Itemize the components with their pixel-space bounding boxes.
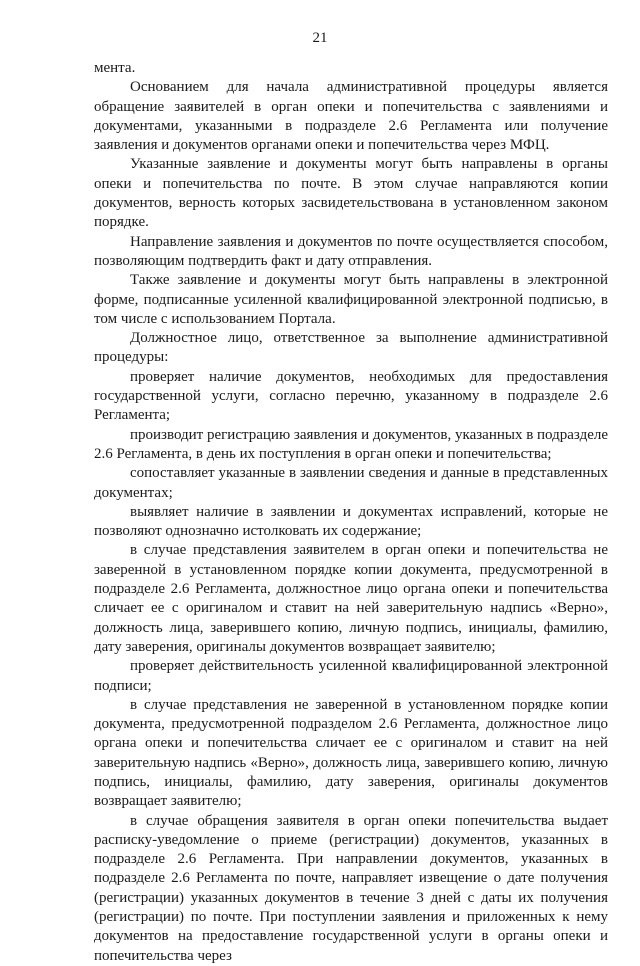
paragraph-receipt: в случае обращения заявителя в орган опеки попечительства выдает расписку-уведомление о приеме (регистрации) документов, указанных в подразделе 2.6 Регламента. При направлении документов, указанных в подразделе 2.6 Регламента по почте, направляет извещение о дате получения (регистрации) указанных документов в течение 3 дней с даты их получения (регистрации) по почте. При поступлении заявления и приложенных к нему документов на предоставление государственной услуги в органы опеки и попечительства через bbox=[94, 812, 608, 964]
paragraph-official-duties: Должностное лицо, ответственное за выполнение административной процедуры: bbox=[94, 330, 608, 366]
paragraph-mail-submission: Указанные заявление и документы могут быть направлены в органы опеки и попечительства по почте. В этом случае направляются копии документов, верность которых засвидетельствована в установленном законом порядке. bbox=[94, 156, 608, 231]
paragraph-compare: сопоставляет указанные в заявлении сведения и данные в представленных документах; bbox=[94, 465, 608, 501]
page-number: 21 bbox=[312, 30, 328, 46]
paragraph-mail-method: Направление заявления и документов по почте осуществляется способом, позволяющим подтвердить факт и дату отправления. bbox=[94, 233, 608, 269]
paragraph-uncertified-copy: в случае представления заявителем в орган опеки и попечительства не заверенной в установленном порядке копии документа, предусмотренной в подразделе 2.6 Регламента, должностное лицо органа опеки и попечительства сличает ее с оригиналом и ставит на ней заверительную надпись «Верно», должность лица, заверившего копию, личную подпись, инициалы, фамилию, дату заверения, оригиналы документов возвращает заявителю; bbox=[94, 542, 608, 655]
paragraph-corrections: выявляет наличие в заявлении и документах исправлений, которые не позволяют однозначно истолковать их содержание; bbox=[94, 503, 608, 540]
paragraph-continuation: мента. bbox=[94, 60, 136, 76]
paragraph-basis: Основанием для начала административной процедуры является обращение заявителей в орган опеки и попечительства с заявлениями и документами, указанными в подразделе 2.6 Регламента или получение заявления и документов органами опеки и попечительства через МФЦ. bbox=[94, 79, 608, 154]
paragraph-verify-signature: проверяет действительность усиленной квалифицированной электронной подписи; bbox=[94, 658, 608, 694]
paragraph-electronic-form: Также заявление и документы могут быть направлены в электронной форме, подписанные усиленной квалифицированной электронной подписью, в том числе с использованием Портала. bbox=[94, 272, 608, 327]
document-body bbox=[94, 59, 608, 966]
paragraph-register: производит регистрацию заявления и документов, указанных в подразделе 2.6 Регламента, в день их поступления в орган опеки и попечительства; bbox=[94, 426, 609, 462]
paragraph-uncertified-copy-2: в случае представления не заверенной в установленном порядке копии документа, предусмотренной подразделом 2.6 Регламента, должностное лицо органа опеки и попечительства сличает ее с оригиналом и ставит на ней заверительную надпись «Верно», должность лица, заверившего копию, личную подпись, инициалы, фамилию, дату заверения, оригиналы документов возвращает заявителю; bbox=[94, 696, 608, 810]
paragraph-check-documents: проверяет наличие документов, необходимых для предоставления государственной услуги, согласно перечню, указанному в подразделе 2.6 Регламента; bbox=[94, 368, 608, 424]
